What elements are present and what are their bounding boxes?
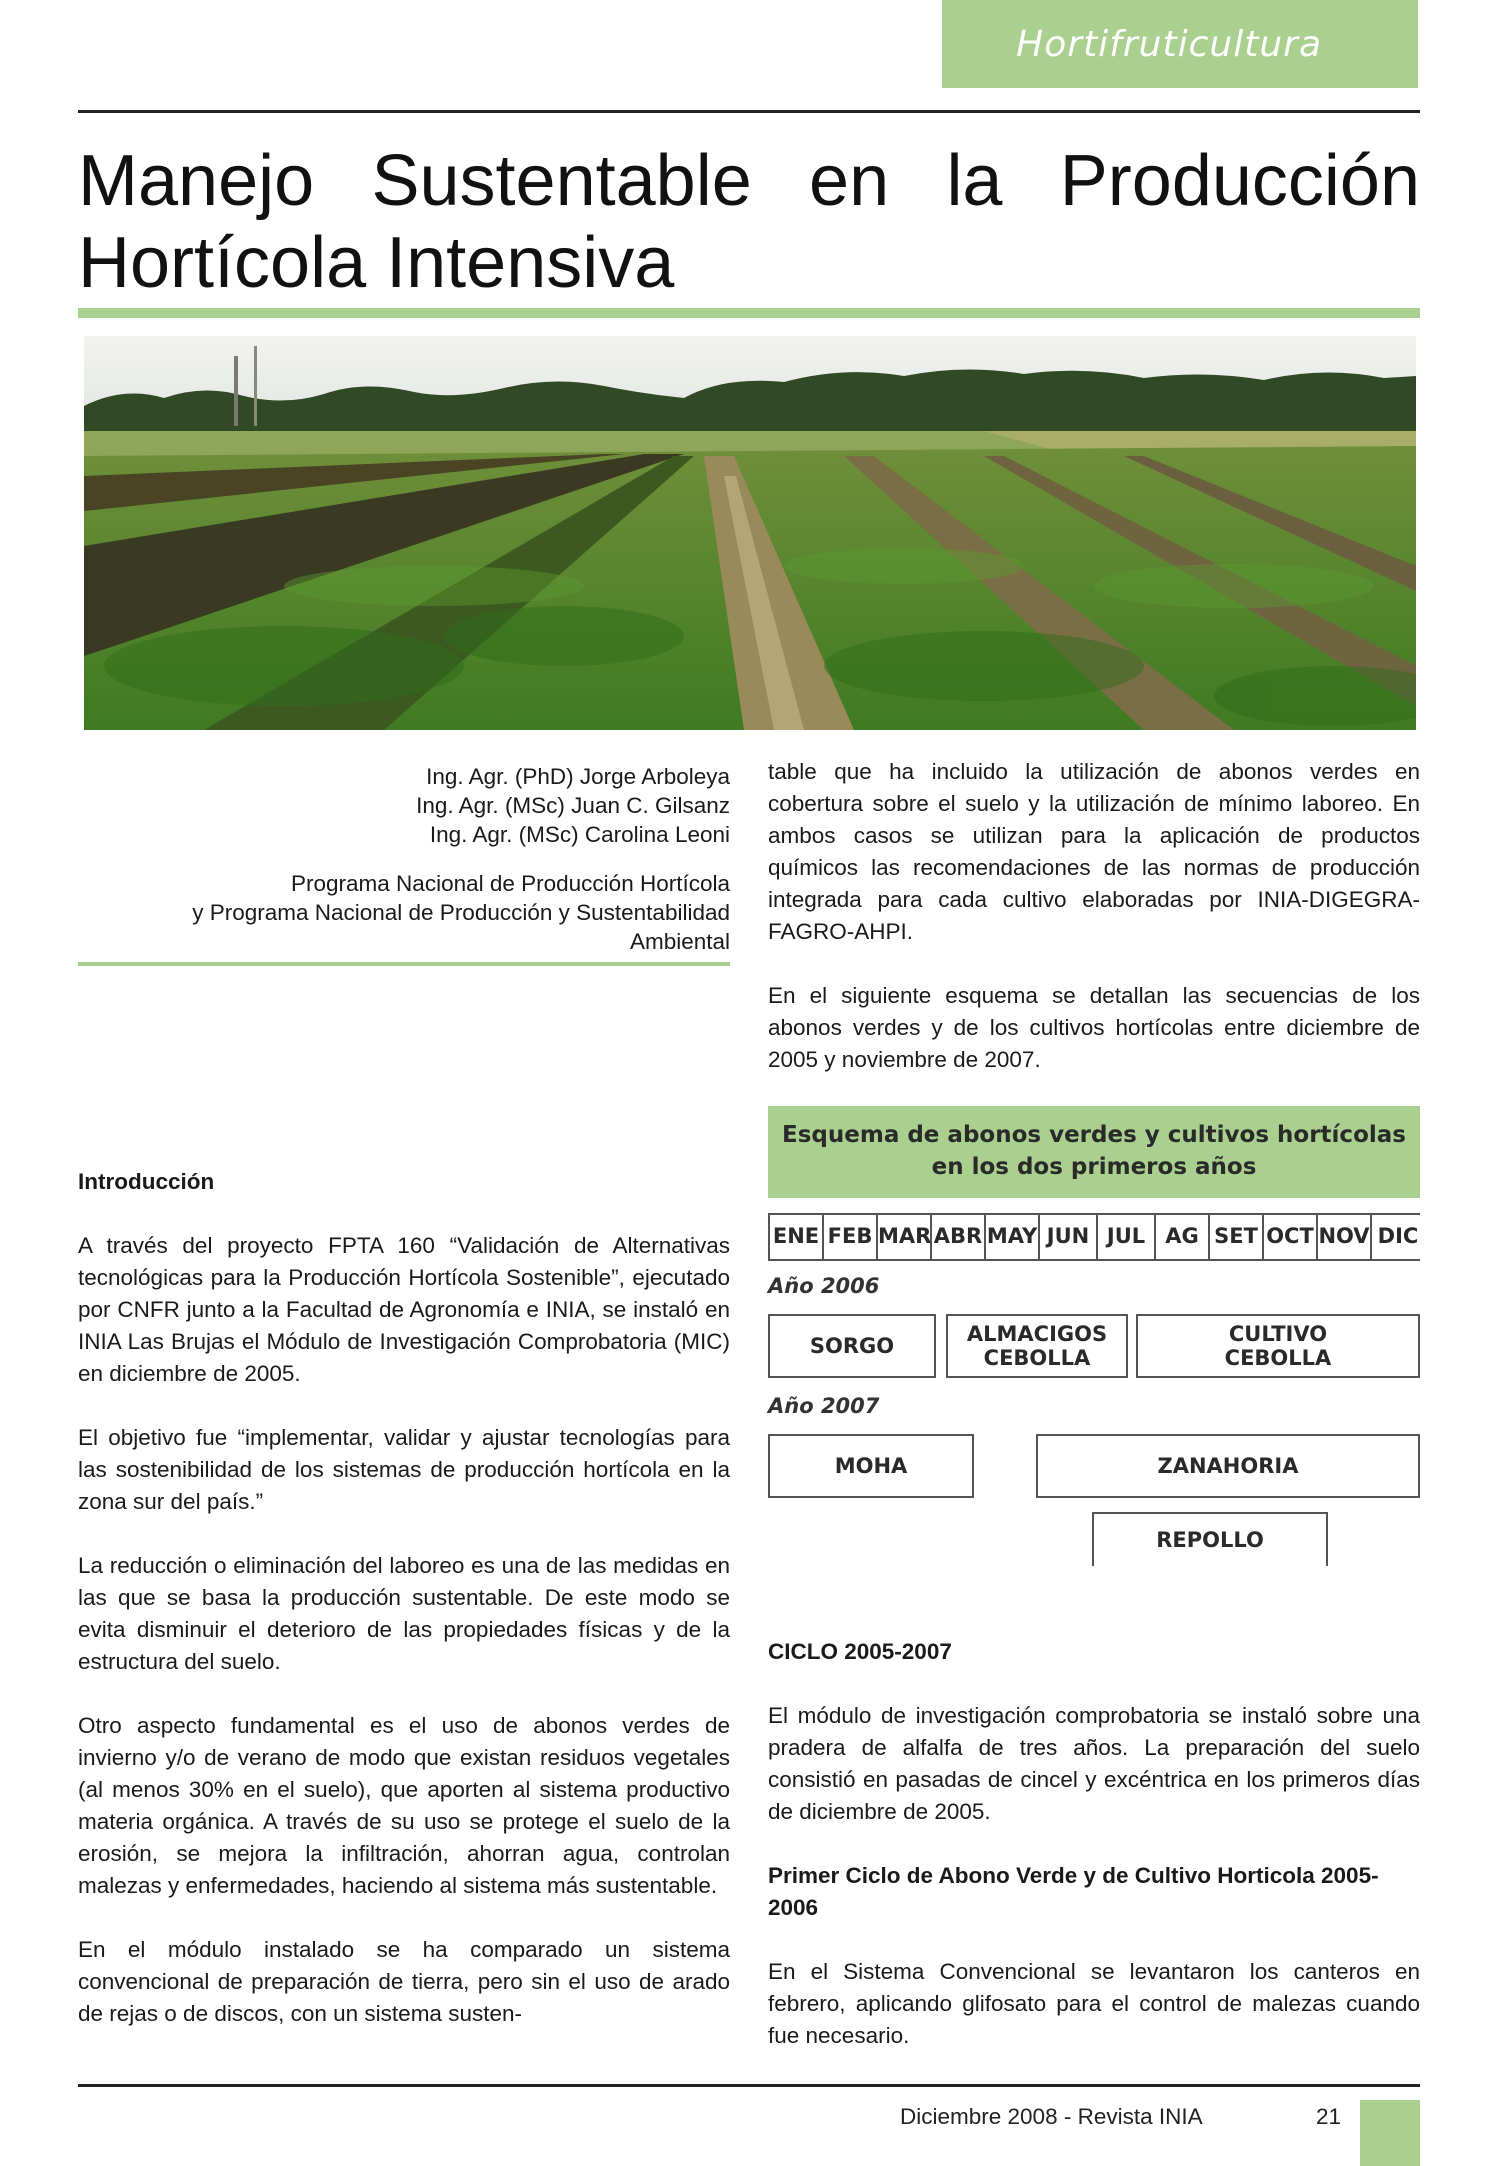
program-line: Ambiental	[629, 929, 730, 954]
crop-box-label: ALMACIGOS CEBOLLA	[966, 1322, 1108, 1370]
field-photo	[84, 336, 1416, 730]
crop-box-moha	[768, 1434, 974, 1498]
body-paragraph: El módulo de investigación comprobatoria se instaló sobre una pradera de alfalfa de tres años. La preparación del suelo consistió en pasadas de cincel y excéntrica en los primeros días de diciembre de 2005.	[768, 1703, 1420, 1824]
month-cell: JUL	[1098, 1215, 1156, 1259]
crop-box-label: ZANAHORIA	[1157, 1454, 1299, 1478]
crop-box-label: CULTIVO CEBOLLA	[1224, 1322, 1332, 1370]
left-column	[78, 1166, 730, 2062]
body-paragraph: table que ha incluido la utilización de abonos verdes en cobertura sobre el suelo y la utilización de mínimo laboreo. En ambos casos se utilizan para la aplicación de productos químicos las recomendaciones de las normas de producción integrada para cada cultivo elaboradas por INIA-DIGEGRA-FAGRO-AHPI.	[768, 759, 1420, 944]
month-cell: NOV	[1318, 1215, 1372, 1259]
month-cell: JUN	[1040, 1215, 1098, 1259]
body-paragraph: En el módulo instalado se ha comparado un sistema convencional de preparación de tierra, pero sin el uso de arado de rejas o de discos, con un sistema susten-	[78, 1937, 730, 2026]
body-paragraph: La reducción o eliminación del laboreo es una de las medidas en las que se basa la producción sustentable. De este modo se evita disminuir el deterioro de las propiedades físicas y de la estructura del suelo.	[78, 1553, 730, 1674]
title-word: la	[946, 141, 1003, 221]
page-number: 21	[1316, 2104, 1342, 2129]
month-cell: DIC	[1372, 1215, 1420, 1259]
crop-box-label: SORGO	[809, 1334, 895, 1358]
author-block	[120, 762, 730, 956]
crop-box-zanahoria	[1036, 1434, 1420, 1498]
body-paragraph: En el Sistema Convencional se levantaron los canteros en febrero, aplicando glifosato para el control de malezas cuando fue necesario.	[768, 1959, 1420, 2048]
month-cell: ABR	[932, 1215, 986, 1259]
right-column-top	[768, 756, 1420, 1108]
title-line-2: Hortícola Intensiva	[78, 223, 675, 303]
crop-box-label: MOHA	[834, 1454, 908, 1478]
author-name: Ing. Agr. (MSc) Carolina Leoni	[429, 822, 730, 847]
month-cell: MAR	[878, 1215, 932, 1259]
year-label-2007: Año 2007	[768, 1394, 880, 1418]
diagram-title-line: Esquema de abonos verdes y cultivos hortícolas	[782, 1122, 1406, 1148]
title-word: Manejo	[78, 141, 315, 221]
body-paragraph: Otro aspecto fundamental es el uso de abonos verdes de invierno y/o de verano de modo que existan residuos vegetales (al menos 30% en el suelo), que aporten al sistema productivo materia orgánica. A través de su uso se protege el suelo de la erosión, se mejora la infiltración, ahorran agua, controlan malezas y enfermedades, haciendo al sistema más sustentable.	[78, 1713, 730, 1898]
title-underline	[78, 308, 1420, 318]
author-divider	[78, 962, 730, 966]
crop-box-repollo	[1092, 1512, 1328, 1566]
program-line: Programa Nacional de Producción Hortícola	[291, 871, 730, 896]
section-heading-primer-ciclo: Primer Ciclo de Abono Verde y de Cultivo Horticola 2005-2006	[768, 1863, 1379, 1920]
month-cell: AG	[1156, 1215, 1210, 1259]
article-title	[78, 140, 1420, 304]
crop-box-cultivo-cebolla	[1136, 1314, 1420, 1378]
section-heading-ciclo: CICLO 2005-2007	[768, 1639, 952, 1664]
title-line-1	[78, 140, 1420, 222]
author-name: Ing. Agr. (MSc) Juan C. Gilsanz	[416, 793, 730, 818]
month-cell: ENE	[768, 1215, 824, 1259]
month-cell: SET	[1210, 1215, 1264, 1259]
diagram-title-line: en los dos primeros años	[931, 1154, 1257, 1180]
title-word: Sustentable	[371, 141, 752, 221]
crop-box-almacigos-cebolla	[946, 1314, 1128, 1378]
crop-box-sorgo	[768, 1314, 936, 1378]
title-word: Producción	[1059, 141, 1420, 221]
title-word: en	[809, 141, 890, 221]
program-line: y Programa Nacional de Producción y Sustentabilidad	[192, 900, 730, 925]
author-name: Ing. Agr. (PhD) Jorge Arboleya	[426, 764, 730, 789]
month-cell: OCT	[1264, 1215, 1318, 1259]
section-tab	[942, 0, 1418, 88]
body-paragraph: En el siguiente esquema se detallan las secuencias de los abonos verdes y de los cultivos hortícolas entre diciembre de 2005 y noviembre de 2007.	[768, 983, 1420, 1072]
crop-box-label: REPOLLO	[1156, 1528, 1264, 1552]
crop-schedule-diagram	[768, 1106, 1420, 1566]
right-column-bottom	[768, 1636, 1420, 2084]
footer-divider	[78, 2084, 1420, 2087]
month-cell: MAY	[986, 1215, 1040, 1259]
body-paragraph: El objetivo fue “implementar, validar y ajustar tecnologías para las sostenibilidad de los sistemas de producción hortícola en la zona sur del país.”	[78, 1425, 730, 1514]
footer-issue: Diciembre 2008 - Revista INIA	[900, 2104, 1203, 2129]
month-row	[768, 1213, 1420, 1261]
section-heading-introduccion: Introducción	[78, 1169, 215, 1194]
top-divider	[78, 110, 1420, 113]
footer-tab	[1360, 2100, 1420, 2166]
section-label: Hortifruticultura	[1016, 24, 1322, 65]
month-cell: FEB	[824, 1215, 878, 1259]
diagram-title	[768, 1106, 1420, 1198]
body-paragraph: A través del proyecto FPTA 160 “Validación de Alternativas tecnológicas para la Producción Hortícola Sostenible”, ejecutado por CNFR junto a la Facultad de Agronomía e INIA, se instaló en INIA Las Brujas el Módulo de Investigación Comprobatoria (MIC) en diciembre de 2005.	[78, 1233, 730, 1386]
year-label-2006: Año 2006	[768, 1274, 880, 1298]
